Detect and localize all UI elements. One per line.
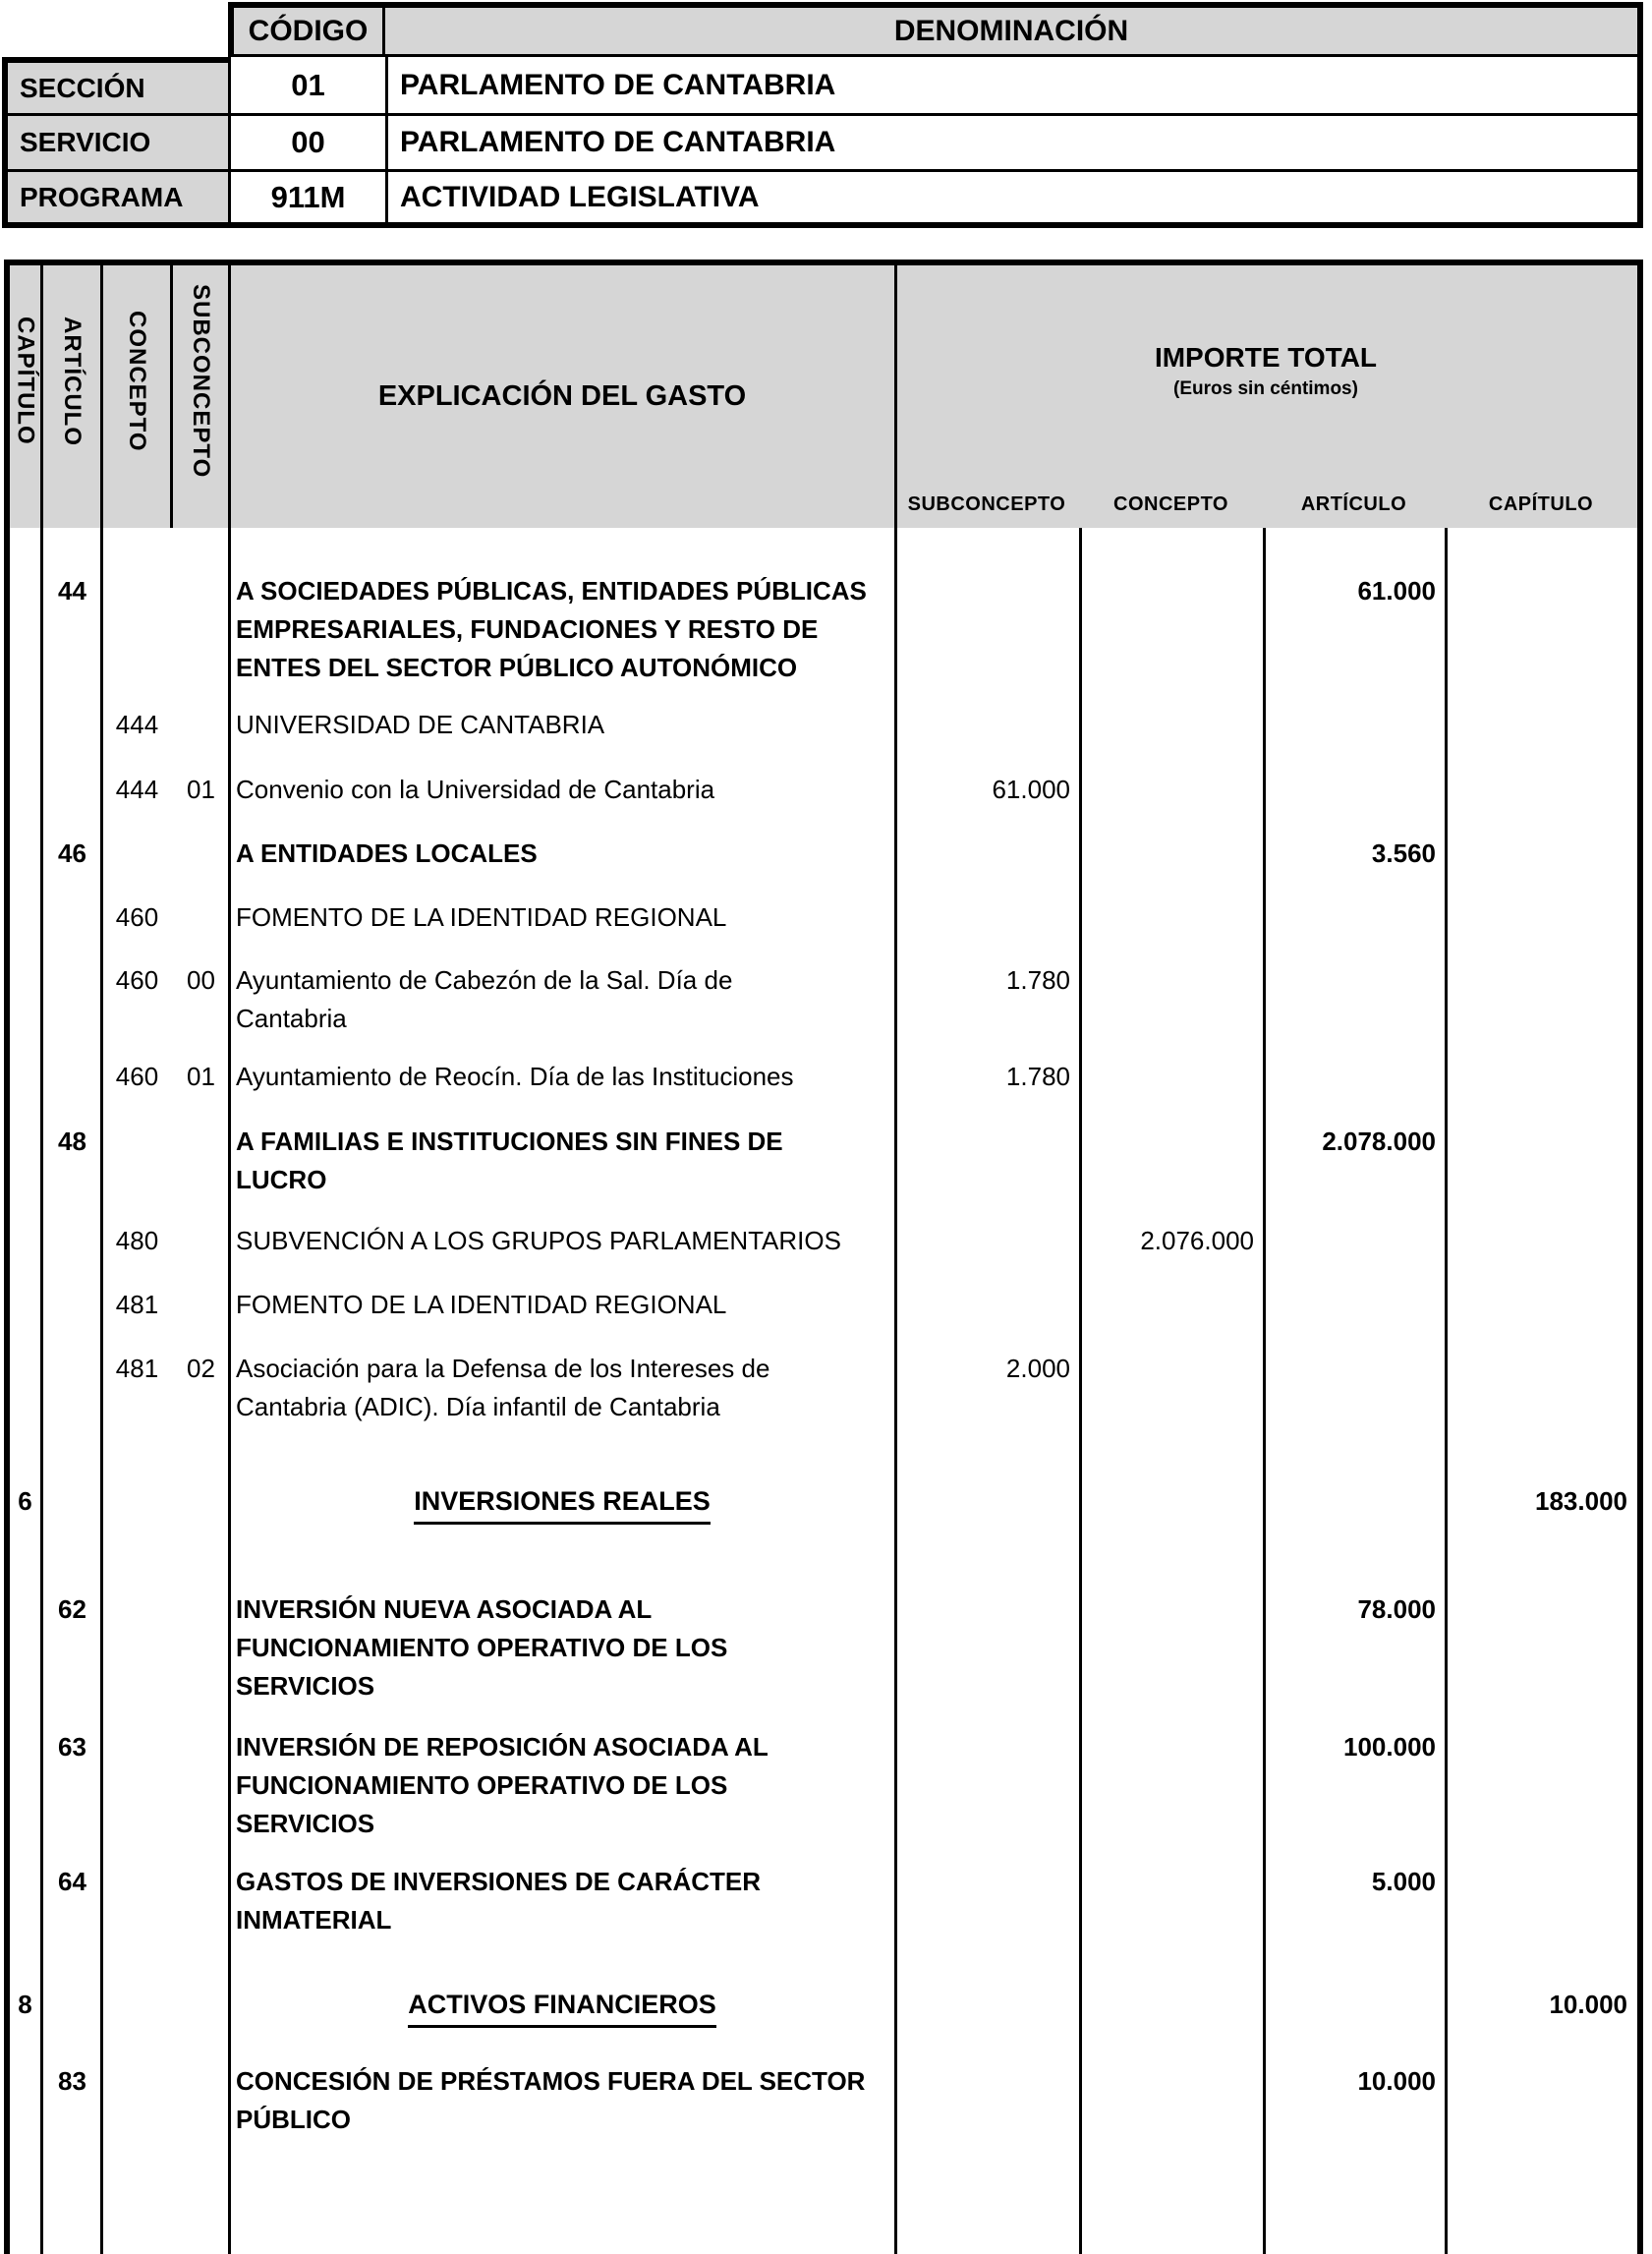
concepto-code: 481 [115,1290,159,1319]
amount-subconcepto: 2.000 [1005,1354,1070,1383]
explicacion-line: FOMENTO DE LA IDENTIDAD REGIONAL [236,1290,727,1319]
explicacion-line: GASTOS DE INVERSIONES DE CARÁCTER [236,1867,762,1896]
explicacion-text [236,1058,888,1096]
seccion-code: 01 [228,57,385,116]
column-label-concepto: CONCEPTO [124,310,150,452]
amount-capitulo: 183.000 [1535,1486,1627,1516]
amount-subconcepto: 61.000 [992,775,1070,804]
explicacion-line: FOMENTO DE LA IDENTIDAD REGIONAL [236,902,727,932]
explicacion-line: A SOCIEDADES PÚBLICAS, ENTIDADES PÚBLICAS [236,576,867,606]
explicacion-line: FUNCIONAMIENTO OPERATIVO DE LOS [236,1633,728,1662]
corner-empty-cell [2,2,228,57]
column-label-capitulo: CAPÍTULO [12,317,39,445]
explicacion-text [236,1286,888,1324]
concepto-code: 444 [115,710,159,739]
explicacion-text [236,1222,888,1260]
importe-total-subtitle: (Euros sin céntimos) [1173,378,1358,399]
explicacion-text [236,1590,888,1705]
amount-articulo: 100.000 [1343,1732,1436,1762]
concepto-code: 481 [115,1354,159,1383]
capitulo-code: 8 [18,1990,32,2019]
capitulo-code: 6 [18,1486,32,1516]
divider-articulo-concepto [100,265,103,2254]
explicacion-text [236,771,888,809]
programa-code: 911M [228,172,385,228]
concepto-code: 460 [115,902,159,932]
explicacion-text [236,961,888,1038]
amount-concepto: 2.076.000 [1140,1226,1254,1255]
articulo-code: 63 [58,1732,86,1762]
codigo-header: CÓDIGO [228,2,385,57]
articulo-code: 62 [58,1594,86,1624]
concepto-code: 480 [115,1226,159,1255]
explicacion-line: A FAMILIAS E INSTITUCIONES SIN FINES DE [236,1127,783,1156]
amount-subconcepto: 1.780 [1005,1062,1070,1091]
explicacion-text [236,706,888,744]
explicacion-text [236,1123,888,1199]
explicacion-line: Cantabria [236,1004,347,1033]
divider-capitulo-articulo [40,265,43,2254]
explicacion-line: UNIVERSIDAD DE CANTABRIA [236,710,605,739]
concepto-code: 460 [115,1062,159,1091]
explicacion-line: INMATERIAL [236,1905,392,1935]
servicio-code: 00 [228,116,385,172]
program-info-table [2,2,1643,228]
articulo-code: 48 [58,1127,86,1156]
explicacion-line: EMPRESARIALES, FUNDACIONES Y RESTO DE [236,614,819,644]
amount-col-label-subconcepto: SUBCONCEPTO [907,493,1066,515]
amount-capitulo: 10.000 [1549,1990,1627,2019]
programa-name: ACTIVIDAD LEGISLATIVA [385,172,1643,228]
articulo-code: 64 [58,1867,86,1896]
servicio-label: SERVICIO [2,116,228,172]
explicacion-text [236,835,888,873]
explicacion-line: LUCRO [236,1165,327,1194]
amount-articulo: 5.000 [1371,1867,1436,1896]
amount-col-label-capitulo: CAPÍTULO [1488,493,1594,515]
concepto-code: 444 [115,775,159,804]
capitulo-title: INVERSIONES REALES [414,1482,711,1525]
amount-col-label-concepto: CONCEPTO [1113,493,1228,515]
explicacion-line: CONCESIÓN DE PRÉSTAMOS FUERA DEL SECTOR [236,2066,866,2096]
amount-subconcepto: 1.780 [1005,965,1070,995]
importe-total-header [894,342,1637,400]
amount-articulo: 3.560 [1371,838,1436,868]
subconcepto-code: 01 [187,1062,215,1091]
column-label-subconcepto: SUBCONCEPTO [188,283,214,479]
divider-subconcepto-explicacion [228,265,231,2254]
explicacion-text [236,1728,888,1843]
amount-articulo: 61.000 [1357,576,1436,606]
explicacion-line: A ENTIDADES LOCALES [236,838,538,868]
amount-articulo: 2.078.000 [1322,1127,1436,1156]
explicacion-line: SERVICIOS [236,1809,375,1838]
capitulo-title: ACTIVOS FINANCIEROS [408,1986,716,2028]
explicacion-line: FUNCIONAMIENTO OPERATIVO DE LOS [236,1770,728,1800]
amount-articulo: 10.000 [1357,2066,1436,2096]
concepto-code: 460 [115,965,159,995]
subconcepto-code: 00 [187,965,215,995]
seccion-name: PARLAMENTO DE CANTABRIA [385,57,1643,116]
articulo-code: 83 [58,2066,86,2096]
divider-explicacion-importe [894,265,897,2254]
explicacion-text [236,572,888,687]
explicacion-line: Cantabria (ADIC). Día infantil de Cantabria [236,1392,720,1421]
main-table-left-border [4,260,10,2254]
capitulo-title-cell [236,1986,888,2028]
programa-label: PROGRAMA [2,172,228,228]
amount-col-label-articulo: ARTÍCULO [1300,493,1407,515]
subconcepto-code: 01 [187,775,215,804]
explicacion-line: INVERSIÓN DE REPOSICIÓN ASOCIADA AL [236,1732,769,1762]
importe-total-title: IMPORTE TOTAL [1154,342,1378,373]
explicacion-line: SERVICIOS [236,1671,375,1701]
main-table-right-border [1637,260,1643,2254]
divider-importe-concepto-articulo [1263,528,1266,2254]
explicacion-line: Ayuntamiento de Reocín. Día de las Instituciones [236,1062,794,1091]
capitulo-title-cell [236,1482,888,1525]
explicacion-line: PÚBLICO [236,2105,351,2134]
articulo-code: 46 [58,838,86,868]
explicacion-text [236,1863,888,1939]
explicacion-del-gasto-header: EXPLICACIÓN DEL GASTO [377,380,747,412]
explicacion-text [236,1350,888,1426]
divider-importe-subconcepto-concepto [1079,528,1082,2254]
explicacion-line: Asociación para la Defensa de los Intereses de [236,1354,770,1383]
column-label-articulo: ARTÍCULO [59,316,85,446]
seccion-label: SECCIÓN [2,57,228,116]
amount-articulo: 78.000 [1357,1594,1436,1624]
explicacion-text [236,898,888,937]
articulo-code: 44 [58,576,86,606]
explicacion-line: INVERSIÓN NUEVA ASOCIADA AL [236,1594,653,1624]
explicacion-text [236,2062,888,2139]
servicio-name: PARLAMENTO DE CANTABRIA [385,116,1643,172]
explicacion-line: SUBVENCIÓN A LOS GRUPOS PARLAMENTARIOS [236,1226,841,1255]
subconcepto-code: 02 [187,1354,215,1383]
explicacion-line: Convenio con la Universidad de Cantabria [236,775,715,804]
explicacion-line: Ayuntamiento de Cabezón de la Sal. Día de [236,965,733,995]
denominacion-header: DENOMINACIÓN [385,2,1643,57]
explicacion-line: ENTES DEL SECTOR PÚBLICO AUTONÓMICO [236,653,798,682]
